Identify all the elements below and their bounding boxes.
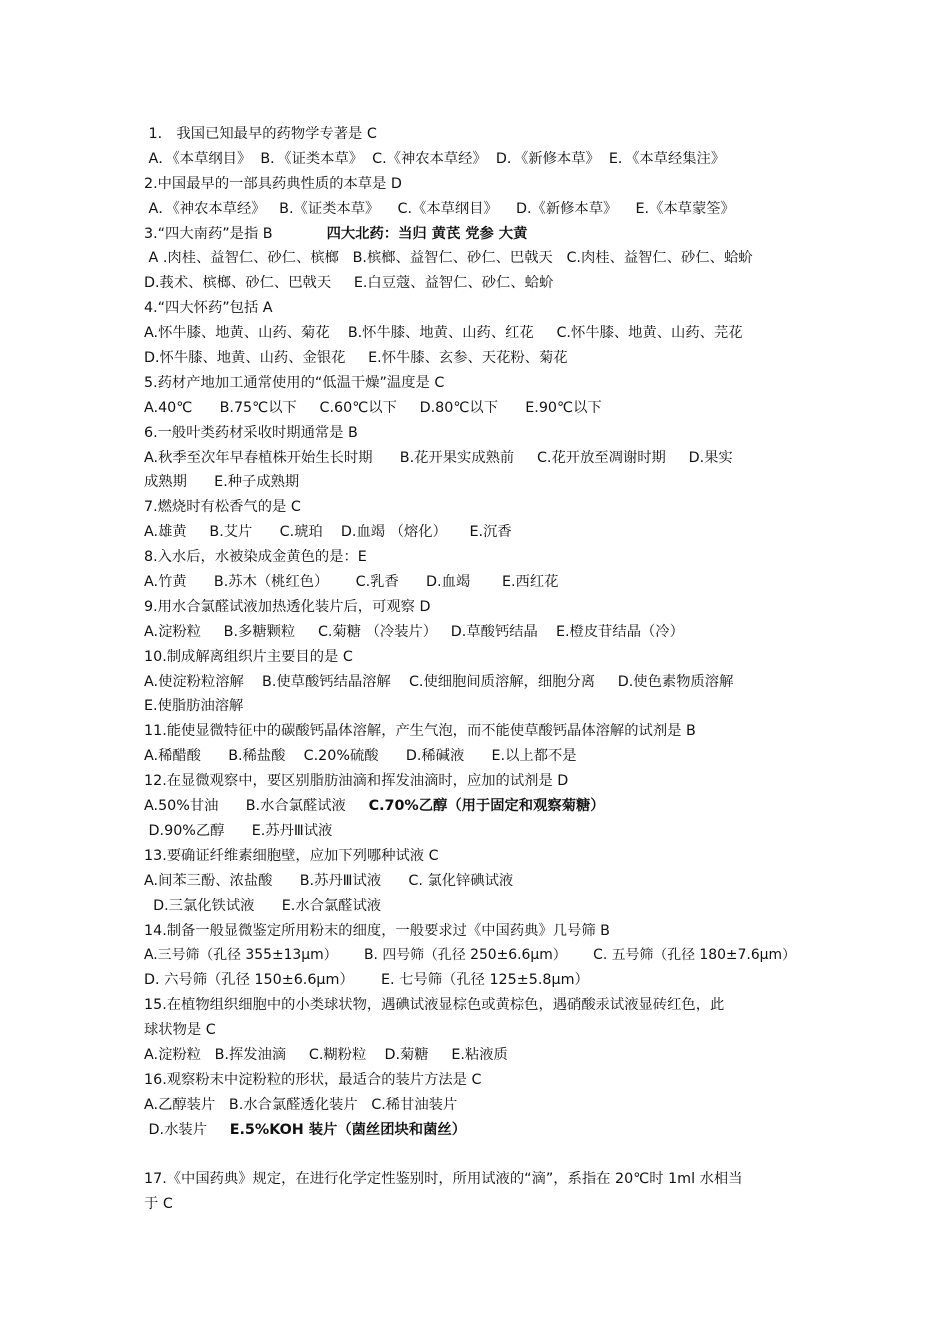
- options-12-highlight: C.70%乙醇（用于固定和观察菊糖）: [368, 798, 605, 815]
- options-3a: A .肉桂、益智仁、砂仁、槟榔 B.槟榔、益智仁、砂仁、巴戟天 C.肉桂、益智仁、砂仁、蛤蚧: [144, 250, 753, 267]
- document-page: [144, 122, 812, 1217]
- options-16b-line: [144, 1118, 812, 1143]
- options-16-highlight: E.5%KOH 装片（菌丝团块和菌丝）: [229, 1121, 466, 1138]
- question-16: 16.观察粉末中淀粉粒的形状，最适合的装片方法是 C: [144, 1071, 482, 1088]
- options-5: A.40℃ B.75℃以下 C.60℃以下 D.80℃以下 E.90℃以下: [144, 399, 602, 416]
- question-7: 7.燃烧时有松香气的是 C: [144, 499, 301, 516]
- options-9: A.淀粉粒 B.多糖颗粒 C.菊糖 （冷装片） D.草酸钙结晶 E.橙皮苷结晶（冷）: [144, 623, 684, 640]
- options-12b: D.90%乙醇 E.苏丹Ⅲ试液: [144, 822, 333, 839]
- options-2: A．《神农本草经》 B.《证类本草》 C.《本草纲目》 D.《新修本草》 E.《本草蒙筌》: [144, 200, 735, 217]
- options-14b: D. 六号筛（孔径 150±6.6μm） E. 七号筛（孔径 125±5.8μm）: [144, 972, 589, 989]
- options-13b: D.三氯化铁试液 E.水合氯醛试液: [144, 897, 382, 914]
- question-15b: 球状物是 C: [144, 1022, 216, 1039]
- options-12a-line: [144, 794, 812, 819]
- question-17b: 于 C: [144, 1196, 173, 1213]
- question-9: 9.用水合氯醛试液加热透化装片后，可观察 D: [144, 598, 431, 615]
- question-10: 10.制成解离组织片主要目的是 C: [144, 648, 353, 665]
- options-10b: E.使脂肪油溶解: [144, 698, 244, 715]
- options-14a: A.三号筛（孔径 355±13μm） B. 四号筛（孔径 250±6.6μm） C. 五号筛（孔径 180±7.6μm）: [144, 947, 796, 964]
- question-17a: 17.《中国药典》规定，在进行化学定性鉴别时，所用试液的“滴”，系指在 20℃时 1ml 水相当: [144, 1171, 743, 1188]
- options-6a: A.秋季至次年早春植株开始生长时期 B.花开果实成熟前 C.花开放至凋谢时期 D.果实: [144, 449, 733, 466]
- options-4a: A.怀牛膝、地黄、山药、菊花 B.怀牛膝、地黄、山药、红花 C.怀牛膝、地黄、山药、芫花: [144, 325, 743, 342]
- options-3b: D.莪术、槟榔、砂仁、巴戟天 E.白豆蔻、益智仁、砂仁、蛤蚧: [144, 275, 554, 292]
- options-6b: 成熟期 E.种子成熟期: [144, 474, 300, 491]
- question-13: 13.要确证纤维素细胞壁，应加下列哪种试液 C: [144, 847, 439, 864]
- options-11: A.稀醋酸 B.稀盐酸 C.20%硫酸 D.稀碱液 E.以上都不是: [144, 748, 577, 765]
- question-1: 1． 我国已知最早的药物学专著是 C: [144, 126, 377, 142]
- question-12: 12.在显微观察中，要区别脂肪油滴和挥发油滴时，应加的试剂是 D: [144, 773, 569, 790]
- question-8: 8.入水后，水被染成金黄色的是：E: [144, 549, 367, 566]
- options-12a: A.50%甘油 B.水合氯醛试液: [144, 798, 369, 815]
- options-4b: D.怀牛膝、地黄、山药、金银花 E.怀牛膝、玄参、天花粉、菊花: [144, 350, 568, 367]
- question-3: 3.“四大南药”是指 B: [144, 225, 273, 242]
- options-16b: D.水装片: [144, 1121, 230, 1138]
- options-8: A.竹黄 B.苏木（桃红色） C.乳香 D.血竭 E.西红花: [144, 574, 559, 591]
- question-6: 6.一般叶类药材采收时期通常是 B: [144, 424, 358, 441]
- options-7: A.雄黄 B.艾片 C.琥珀 D.血竭 （熔化） E.沉香: [144, 524, 512, 541]
- question-15a: 15.在植物组织细胞中的小类球状物，遇碘试液显棕色或黄棕色，遇硝酸汞试液显砖红色，此: [144, 997, 725, 1014]
- question-3-line: [144, 222, 812, 247]
- question-14: 14.制备一般显微鉴定所用粉末的细度，一般要求过《中国药典》几号筛 B: [144, 922, 610, 939]
- blank-line: [144, 1143, 812, 1168]
- question-4: 4.“四大怀药”包括 A: [144, 300, 273, 317]
- options-1: A．《本草纲目》 B．《证类本草》 C.《神农本草经》 D．《新修本草》 E．《本草经集注》: [144, 150, 726, 167]
- question-11: 11.能使显微特征中的碳酸钙晶体溶解，产生气泡，而不能使草酸钙晶体溶解的试剂是 B: [144, 723, 696, 740]
- options-10a: A.使淀粉粒溶解 B.使草酸钙结晶溶解 C.使细胞间质溶解，细胞分离 D.使色素物质溶解: [144, 673, 734, 690]
- note-four-northern-herbs: 四大北药：当归 黄芪 党参 大黄: [326, 225, 528, 242]
- options-13a: A.间苯三酚、浓盐酸 B.苏丹Ⅲ试液 C. 氯化锌碘试液: [144, 872, 514, 889]
- question-5: 5.药材产地加工通常使用的“低温干燥”温度是 C: [144, 374, 445, 391]
- options-15: A.淀粉粒 B.挥发油滴 C.糊粉粒 D.菊糖 E.粘液质: [144, 1046, 508, 1063]
- question-2: 2.中国最早的一部具药典性质的本草是 D: [144, 175, 402, 192]
- options-16a: A.乙醇装片 B.水合氯醛透化装片 C.稀甘油装片: [144, 1096, 458, 1113]
